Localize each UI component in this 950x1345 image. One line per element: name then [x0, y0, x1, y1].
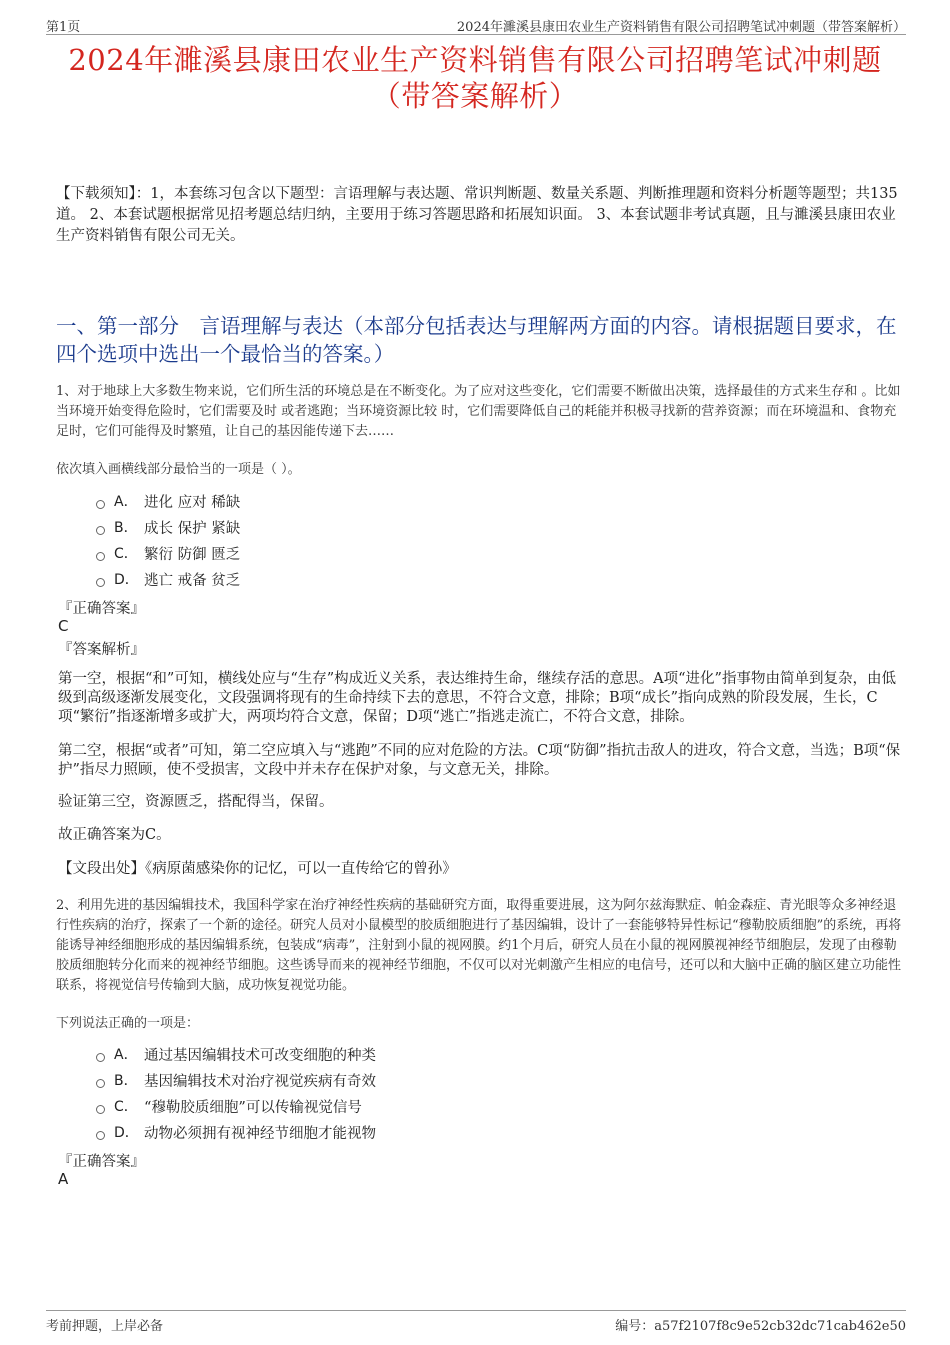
- page-header: [46, 14, 906, 35]
- answer-label: 『正确答案』: [58, 601, 145, 617]
- option-item[interactable]: A． 通过基因编辑技术可改变细胞的种类: [96, 1041, 376, 1067]
- radio-icon[interactable]: [96, 1105, 105, 1114]
- footer-slogan: 考前押题，上岸必备: [46, 1319, 164, 1334]
- page-footer: [46, 1310, 906, 1335]
- option-item[interactable]: A． 进化 应对 稀缺: [96, 488, 240, 514]
- radio-icon[interactable]: [96, 1053, 105, 1062]
- page-number: 第1页: [46, 20, 81, 35]
- option-item[interactable]: B． 基因编辑技术对治疗视觉疾病有奇效: [96, 1067, 376, 1093]
- option-item[interactable]: D． 逃亡 戒备 贫乏: [96, 566, 240, 592]
- question-1-stem: 1、对于地球上大多数生物来说，它们所生活的环境总是在不断变化。为了应对这些变化，它们需要不断做出决策，选择最佳的方式来生存和 。比如当环境开始变得危险时，它们需要及时 或者逃跑；当环境资源比较 时，它们需要降低自己的耗能并积极寻找新的营养资源；而在环境温和、食物充足时，它们可能得及时繁殖，让自己的基因能传递下去……: [56, 384, 901, 439]
- footer-doc-id: 编号：a57f2107f8c9e52cb32dc71cab462e50: [615, 1319, 906, 1334]
- download-notice: 【下载须知】：1，本套练习包含以下题型：言语理解与表达题、常识判断题、数量关系题、判断推理题和资料分析题等题型；共135道。 2、本套试题根据常见招考题总结归纳，主要用于练习答题思路和拓展知识面。 3、本套试题非考试真题，且与濉溪县康田农业生产资料销售有限公司无关。: [56, 186, 898, 244]
- question-2-stem: 2、利用先进的基因编辑技术，我国科学家在治疗神经性疾病的基础研究方面，取得重要进展，这为阿尔兹海默症、帕金森症、青光眼等众多神经退行性疾病的治疗，探索了一个新的途径。研究人员对小鼠模型的胶质细胞进行了基因编辑，设计了一套能够特异性标记“穆勒胶质细胞”的系统，再将能诱导神经细胞形成的基因编辑系统，包装成“病毒”，注射到小鼠的视网膜。约1个月后，研究人员在小鼠的视网膜视神经节细胞层，发现了由穆勒胶质细胞转分化而来的视神经节细胞。这些诱导而来的视神经节细胞，不仅可以对光刺激产生相应的电信号，还可以和大脑中正确的脑区建立功能性联系，将视觉信号传输到大脑，成功恢复视觉功能。: [56, 898, 902, 993]
- analysis-paragraph: 第一空，根据“和”可知，横线处应与“生存”构成近义关系，表达维持生命，继续存活的意思。A项“进化”指事物由简单到复杂，由低级到高级逐渐发展变化，文段强调将现有的生命持续下去的意思，不符合文意，排除；B项“成长”指向成熟的阶段发展，生长，C项“繁衍”指逐渐增多或扩大，两项均符合文意，保留；D项“逃亡”指逃走流亡，不符合文意，排除。: [58, 671, 896, 725]
- answer-label: 『正确答案』: [58, 1154, 145, 1170]
- option-item[interactable]: D． 动物必须拥有视神经节细胞才能视物: [96, 1119, 376, 1145]
- section-title: 一、第一部分 言语理解与表达（本部分包括表达与理解两方面的内容。请根据题目要求，在四个选项中选出一个最恰当的答案。）: [56, 314, 897, 366]
- radio-icon[interactable]: [96, 1079, 105, 1088]
- document-title-line2: （带答案解析）: [371, 79, 579, 113]
- analysis-paragraph: 第二空，根据“或者”可知，第二空应填入与“逃跑”不同的应对危险的方法。C项“防御”指抗击敌人的进攻，符合文意，当选；B项“保护”指尽力照顾，使不受损害，文段中并未存在保护对象，与文意无关，排除。: [58, 743, 901, 778]
- answer-value: C: [58, 617, 69, 635]
- question-1-options: [96, 488, 240, 592]
- question-2-prompt: 下列说法正确的一项是：: [56, 1016, 200, 1031]
- document-title-line1: 2024年濉溪县康田农业生产资料销售有限公司招聘笔试冲刺题: [68, 43, 882, 77]
- option-item[interactable]: C． “穆勒胶质细胞”可以传输视觉信号: [96, 1093, 376, 1119]
- radio-icon[interactable]: [96, 552, 105, 561]
- analysis-label: 『答案解析』: [58, 642, 145, 658]
- radio-icon[interactable]: [96, 578, 105, 587]
- radio-icon[interactable]: [96, 1131, 105, 1140]
- question-1-prompt: 依次填入画横线部分最恰当的一项是（ ）。: [56, 462, 301, 477]
- analysis-paragraph: 验证第三空，资源匮乏，搭配得当，保留。: [58, 794, 334, 810]
- running-title: 2024年濉溪县康田农业生产资料销售有限公司招聘笔试冲刺题（带答案解析）: [456, 20, 906, 35]
- radio-icon[interactable]: [96, 526, 105, 535]
- analysis-paragraph: 故正确答案为C。: [58, 827, 171, 843]
- option-item[interactable]: C． 繁衍 防御 匮乏: [96, 540, 240, 566]
- document-title: [40, 42, 910, 114]
- radio-icon[interactable]: [96, 500, 105, 509]
- question-2-options: [96, 1041, 376, 1145]
- answer-value: A: [58, 1170, 69, 1188]
- source-citation: 【文段出处】《病原菌感染你的记忆，可以一直传给它的曾孙》: [58, 861, 457, 877]
- option-item[interactable]: B． 成长 保护 紧缺: [96, 514, 240, 540]
